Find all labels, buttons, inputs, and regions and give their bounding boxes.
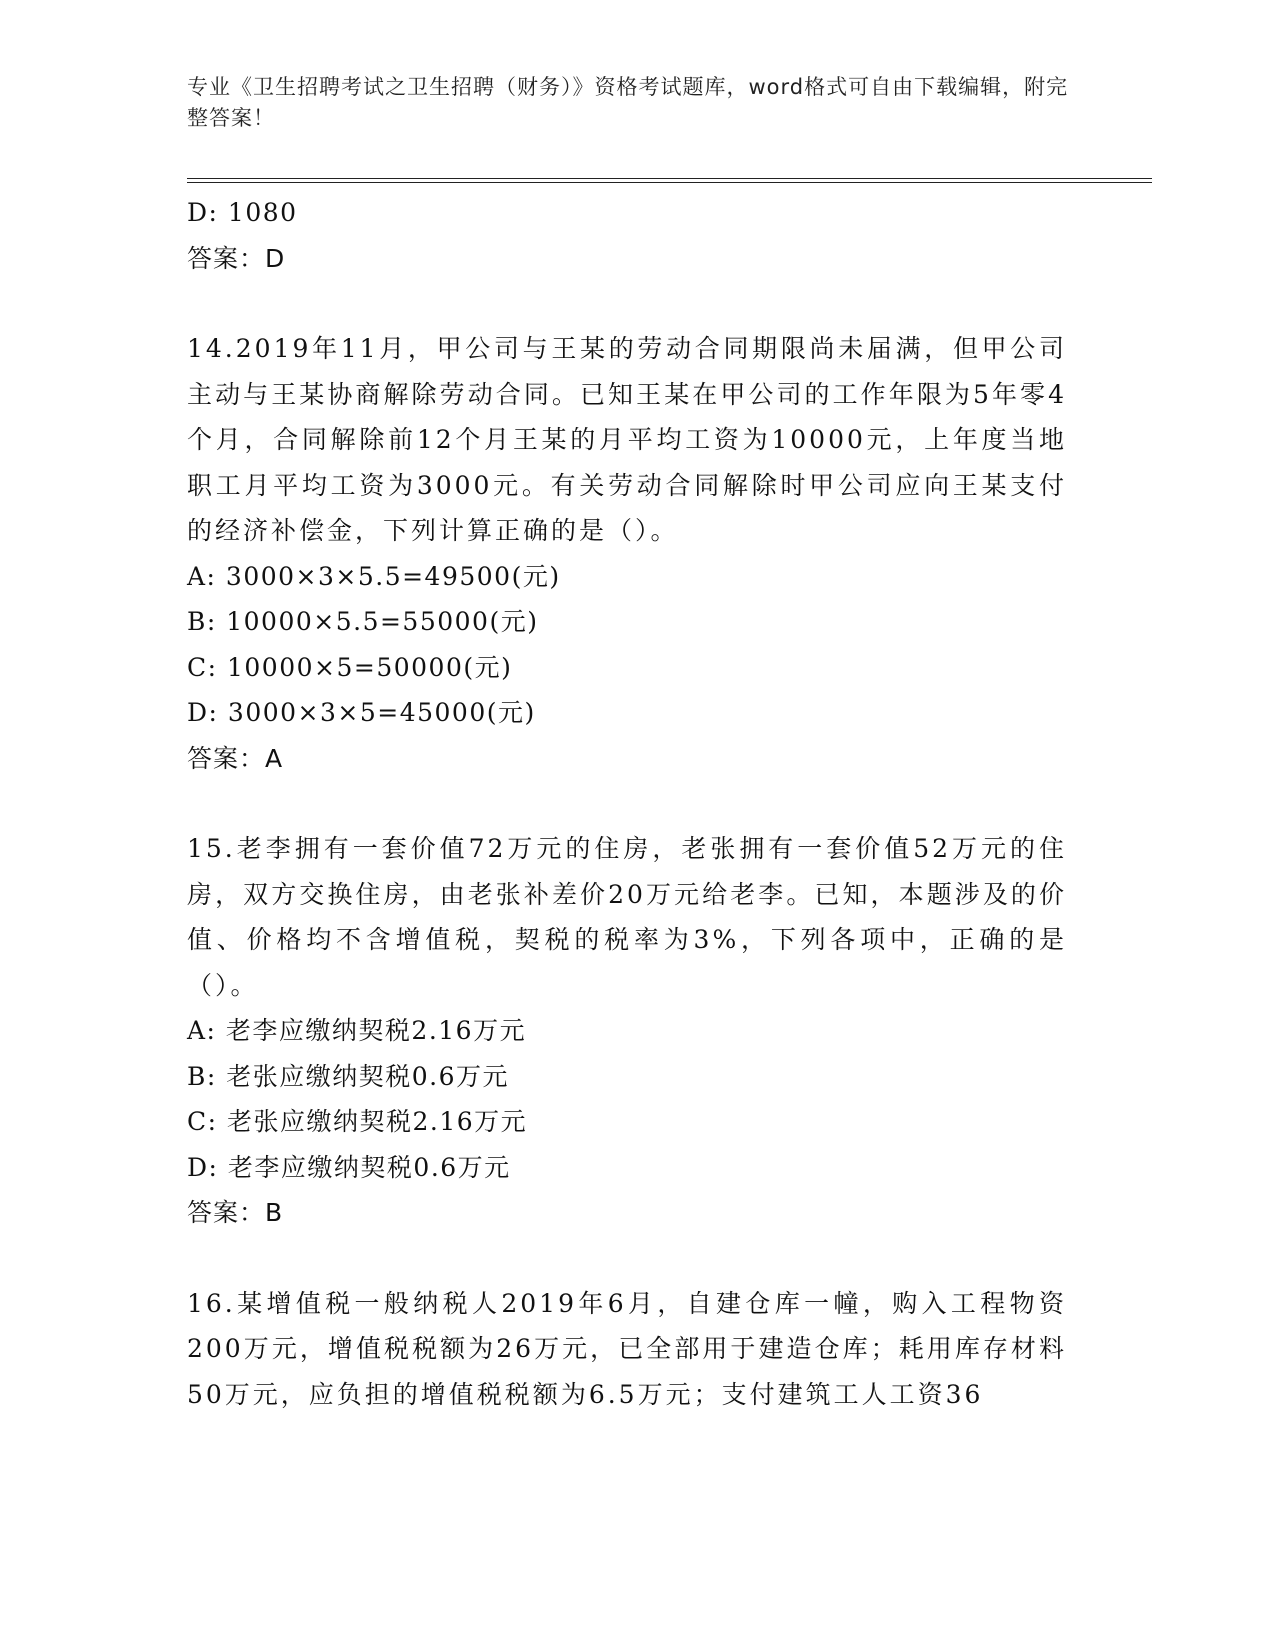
spacer [187, 1236, 1067, 1281]
option-c: C: 10000×5=50000(元) [187, 652, 513, 682]
option-d: D: 3000×3×5=45000(元) [187, 698, 536, 727]
document-header: 专业《卫生招聘考试之卫生招聘（财务）》资格考试题库，word格式可自由下载编辑，附完整答案！ [187, 75, 1069, 130]
spacer [187, 781, 1067, 826]
answer-label: 答案：B [187, 1198, 284, 1227]
question-16 [187, 1281, 1067, 1418]
option-b: B: 老张应缴纳契税0.6万元 [187, 1061, 510, 1091]
answer-label: 答案：A [187, 743, 284, 773]
header-divider [187, 178, 1152, 183]
question-14 [187, 326, 1067, 781]
question-15 [187, 826, 1067, 1236]
document-body [187, 190, 1067, 1417]
spacer [187, 281, 1067, 326]
question-13-tail [187, 190, 1067, 281]
option-a: A: 3000×3×5.5=49500(元) [187, 561, 561, 591]
answer-label: 答案：D [187, 243, 286, 273]
question-stem: 14.2019年11月，甲公司与王某的劳动合同期限尚未届满，但甲公司主动与王某协商解除劳动合同。已知王某在甲公司的工作年限为5年零4个月，合同解除前12个月王某的月平均工资为10000元，上年度当地职工月平均工资为3000元。有关劳动合同解除时甲公司应向王某支付的经济补偿金，下列计算正确的是（）。 [187, 334, 1067, 545]
option-b: B: 10000×5.5=55000(元) [187, 607, 539, 636]
option-d: D: 老李应缴纳契税0.6万元 [187, 1152, 511, 1182]
question-stem: 16.某增值税一般纳税人2019年6月，自建仓库一幢，购入工程物资200万元，增值税税额为26万元，已全部用于建造仓库；耗用库存材料50万元，应负担的增值税税额为6.5万元；支付建筑工人工资36 [187, 1288, 1067, 1409]
question-stem: 15.老李拥有一套价值72万元的住房，老张拥有一套价值52万元的住房，双方交换住房，由老张补差价20万元给老李。已知，本题涉及的价值、价格均不含增值税，契税的税率为3%，下列各项中，正确的是（）。 [187, 834, 1067, 1000]
option-d: D: 1080 [187, 198, 298, 227]
option-a: A: 老李应缴纳契税2.16万元 [187, 1016, 527, 1045]
option-c: C: 老张应缴纳契税2.16万元 [187, 1107, 528, 1136]
